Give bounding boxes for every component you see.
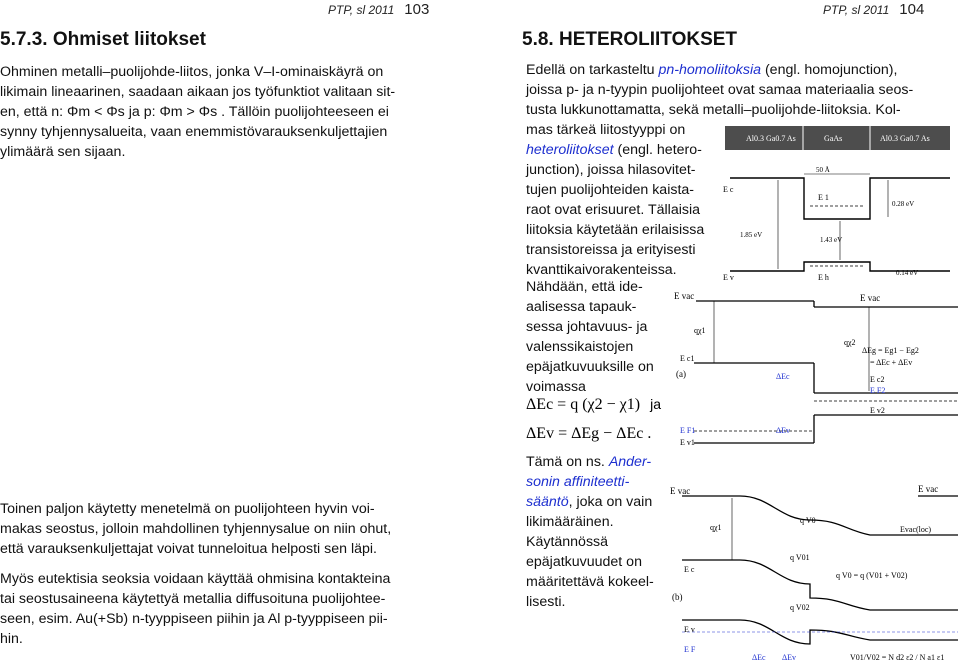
delta-ev-label: ΔEv [776, 426, 791, 435]
text-line: määritettävä kokeel- [526, 574, 654, 590]
ev1-label: E v1 [680, 438, 695, 447]
conduction-band-edge [730, 178, 950, 219]
chi1-label: qχ1 [710, 523, 722, 532]
text-line: kvanttikaivorakenteissa. [526, 262, 677, 278]
evac-label: E vac [860, 293, 881, 303]
paragraph-tunneling [0, 499, 478, 559]
evac-label: E vac [918, 484, 939, 494]
figure-label-b: (b) [672, 592, 683, 602]
ec-label: E c [723, 185, 734, 194]
right-page [480, 0, 960, 667]
formula-delta-ev: ΔEv = ΔEg − ΔEc . [526, 425, 652, 442]
heterojunction-band-diagram-b [670, 480, 960, 665]
text-line: makas seostus, jolloin mahdollinen tyhjennysalue on niin ohut, [0, 521, 392, 537]
qv02-label: q V02 [790, 603, 810, 612]
evac-label: E vac [670, 486, 691, 496]
section-title: 5.7.3. Ohmiset liitokset [0, 29, 206, 50]
quantum-well-band-diagram [720, 122, 955, 282]
e1-label: E 1 [818, 193, 829, 202]
ec-label: E c [684, 565, 695, 574]
potential-ratio-formula: V01/V02 = N d2 ε2 / N a1 ε1 [850, 653, 945, 662]
text-run: Tämä on ns. [526, 454, 609, 470]
text-line [526, 60, 958, 80]
text-line: ylimäärä sen sijaan. [0, 144, 126, 160]
link-anderson-rule[interactable]: Ander- [608, 454, 652, 470]
eh-label: E h [818, 273, 829, 282]
text-line: en, että n: Φm < Φs ja p: Φm > Φs . Tällöin puolijohteeseen ei [0, 104, 389, 120]
gap-equation: = ΔEc + ΔEv [870, 358, 913, 367]
header-text: PTP, sl 2011 [823, 3, 890, 17]
delta-ev-label: ΔEv [782, 653, 797, 662]
text-line [526, 492, 676, 512]
text-line: Myös eutektisia seoksia voidaan käyttää ohmisina kontakteina [0, 571, 391, 587]
chi1-label: qχ1 [694, 326, 706, 335]
delta-ec-label: ΔEc [776, 372, 790, 381]
ef2-label: E F2 [870, 386, 886, 395]
qv0-label: q V0 [800, 516, 816, 525]
section-title: 5.8. HETEROLIITOKSET [522, 29, 738, 50]
text-line: että varauksenkuljettajat voivat tunneloitua helposti sen läpi. [0, 541, 377, 557]
text-run: Edellä on tarkasteltu [526, 62, 659, 78]
page-number: 103 [404, 1, 430, 18]
right-page-header [823, 1, 924, 18]
text-line: likimääräinen. [526, 514, 614, 530]
qv01-label: q V01 [790, 553, 810, 562]
qv0-equation: q V0 = q (V01 + V02) [836, 571, 908, 580]
text-line: voimassa [526, 379, 586, 395]
conduction-band-b [682, 560, 958, 610]
text-line: tusta lukkunottamatta, sekä metalli–puolijohde-liitoksia. Kol- [526, 102, 901, 118]
text-line: synny tyhjennysalueita, vaan enemmistövarauksenkuljettajien [0, 124, 388, 140]
text-line: seen, esim. Au(+Sb) n-tyyppiseen piihin ja Al p-tyyppiseen pii- [0, 611, 388, 627]
link-pn-homojunction[interactable]: pn-homoliitoksia [658, 62, 762, 78]
text-line: raot ovat erisuuret. Tällaisia [526, 202, 701, 218]
conduction-offset-label: 0.28 eV [892, 200, 915, 208]
text-line: lisesti. [526, 594, 566, 610]
link-anderson-rule[interactable]: sonin affiniteetti- [526, 474, 630, 490]
text-line: Nähdään, että ide- [526, 279, 643, 295]
figure-label-a: (a) [676, 369, 686, 379]
chi2-label: qχ2 [844, 338, 856, 347]
ev-label: E v [723, 273, 734, 282]
text-line: tai seostusaineena käytettyä metallia diffusoituna puolijohtee- [0, 591, 386, 607]
text-line: aalisessa tapauk- [526, 299, 637, 315]
text-line: Käytännössä [526, 534, 609, 550]
link-anderson-rule[interactable]: sääntö [526, 494, 569, 510]
evac-loc-label: Evac(loc) [900, 525, 932, 534]
header-text: PTP, sl 2011 [328, 3, 395, 17]
text-line: tujen puolijohteiden kaista- [526, 182, 694, 198]
text-line: liitoksia käytetään erilaisissa [526, 222, 705, 238]
text-run: (engl. homojunction), [761, 62, 898, 78]
text-run: , joka on vain [568, 494, 653, 510]
text-line: junction), joissa hilasovitet- [526, 162, 696, 178]
inner-gap-label: 1.43 eV [820, 236, 843, 244]
text-line: joissa p- ja n-tyypin puolijohteet ovat samaa materiaalia seos- [526, 82, 914, 98]
well-width-label: 50 Å [816, 166, 830, 174]
text-line: epäjatkuvuudet on [526, 554, 642, 570]
page-number: 104 [899, 1, 925, 18]
paragraph-anderson-rule [526, 452, 676, 612]
material-label: Al0.3 Ga0.7 As [746, 134, 796, 143]
text-line: likimain lineaarinen, saadaan aikaan jos työfunktiot valitaan sit- [0, 84, 396, 100]
text-line: epäjatkuvuuksille on [526, 359, 654, 375]
text-line: transistoreissa ja erityisesti [526, 242, 696, 258]
text-line: Toinen paljon käytetty menetelmä on puolijohteen hyvin voi- [0, 501, 375, 517]
text-line: mas tärkeä liitostyyppi on [526, 122, 686, 138]
gap-equation: ΔEg = Eg1 − Eg2 [862, 346, 919, 355]
text-line: Ohminen metalli–puolijohde-liitos, jonka V–I-ominaiskäyrä on [0, 64, 384, 80]
formula-text: ΔEc = q (χ2 − χ1) [526, 396, 641, 413]
link-heterojunctions[interactable]: heteroliitokset [526, 142, 614, 158]
ef1-label: E F1 [680, 426, 696, 435]
delta-ec-label: ΔEc [752, 653, 766, 662]
text-line: hin. [0, 631, 23, 647]
material-label: GaAs [824, 134, 843, 143]
paragraph-ideal-case [526, 277, 676, 397]
text-line: valenssikaistojen [526, 339, 634, 355]
text-run: ja [650, 396, 661, 412]
text-line: sessa johtavuus- ja [526, 319, 648, 335]
formula-delta-ec [526, 396, 661, 414]
heterojunction-band-diagram-a [674, 283, 960, 453]
ev-label: E v [684, 625, 695, 634]
ec2-label: E c2 [870, 375, 885, 384]
paragraph-ohmic-intro [0, 62, 478, 162]
ef-label: E F [684, 645, 696, 654]
ev2-label: E v2 [870, 406, 885, 415]
valence-offset-label: 0.14 eV [896, 269, 919, 277]
ec1-label: E c1 [680, 354, 695, 363]
paragraph-eutectic [0, 569, 478, 649]
text-run: (engl. hetero- [613, 142, 702, 158]
left-page-header [328, 1, 429, 18]
text-line [526, 452, 676, 472]
material-label: Al0.3 Ga0.7 As [880, 134, 930, 143]
evac-label: E vac [674, 291, 695, 301]
outer-gap-label: 1.85 eV [740, 231, 763, 239]
